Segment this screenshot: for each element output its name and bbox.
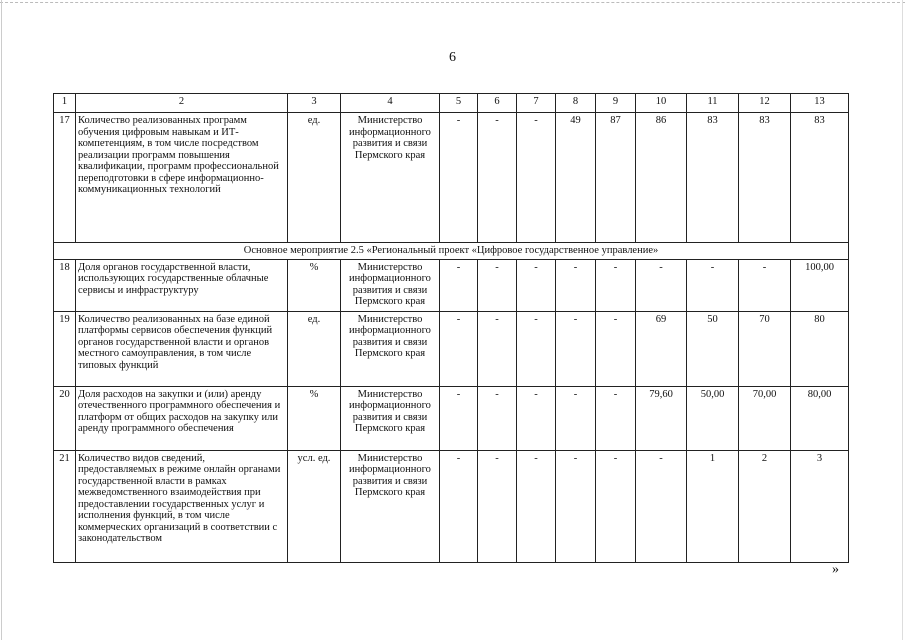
value-cell: 70,00	[739, 386, 791, 450]
value-cell: -	[478, 386, 517, 450]
responsible-org: Министерство информационного развития и связи Пермского края	[341, 311, 440, 386]
value-cell: -	[596, 386, 636, 450]
responsible-org: Министерство информационного развития и связи Пермского края	[341, 450, 440, 562]
scan-edge-top	[0, 2, 905, 3]
column-number: 2	[76, 94, 288, 113]
value-cell: -	[440, 259, 478, 311]
value-cell: -	[517, 259, 556, 311]
value-cell: 80,00	[791, 386, 849, 450]
indicator-name: Количество видов сведений, предоставляемых в режиме онлайн органами государственной власти в рамках межведомственного взаимодействия при предоставлении государственных услуг и исполнения функций, в том числе коммерческих организаций в соответствии с законодательством	[76, 450, 288, 562]
row-number: 20	[54, 386, 76, 450]
value-cell: 3	[791, 450, 849, 562]
value-cell: 50	[687, 311, 739, 386]
value-cell: -	[478, 311, 517, 386]
value-cell: 83	[687, 113, 739, 243]
section-title: Основное мероприятие 2.5 «Региональный проект «Цифровое государственное управление»	[54, 243, 849, 260]
table-row	[54, 311, 849, 386]
value-cell: 87	[596, 113, 636, 243]
row-number: 18	[54, 259, 76, 311]
unit: усл. ед.	[288, 450, 341, 562]
value-cell: 2	[739, 450, 791, 562]
column-number: 3	[288, 94, 341, 113]
value-cell: 49	[556, 113, 596, 243]
column-number: 7	[517, 94, 556, 113]
column-number: 10	[636, 94, 687, 113]
value-cell: -	[556, 259, 596, 311]
section-row	[54, 243, 849, 260]
value-cell: -	[636, 450, 687, 562]
unit: %	[288, 259, 341, 311]
unit: ед.	[288, 311, 341, 386]
unit: ед.	[288, 113, 341, 243]
value-cell: -	[556, 386, 596, 450]
column-number: 9	[596, 94, 636, 113]
column-number: 6	[478, 94, 517, 113]
column-number: 12	[739, 94, 791, 113]
row-number: 21	[54, 450, 76, 562]
value-cell: -	[517, 113, 556, 243]
indicator-name: Количество реализованных программ обучения цифровым навыкам и ИТ-компетенциям, в том числе посредством реализации программ повышения квалификации, программ профессиональной переподготовки в сфере информационно-коммуникационных технологий	[76, 113, 288, 243]
value-cell: -	[596, 311, 636, 386]
indicator-name: Доля органов государственной власти, использующих государственные облачные сервисы и инфраструктуру	[76, 259, 288, 311]
responsible-org: Министерство информационного развития и связи Пермского края	[341, 386, 440, 450]
value-cell: 70	[739, 311, 791, 386]
value-cell: 1	[687, 450, 739, 562]
value-cell: -	[440, 113, 478, 243]
indicators-table	[53, 93, 849, 563]
column-number: 8	[556, 94, 596, 113]
value-cell: -	[440, 386, 478, 450]
value-cell: 100,00	[791, 259, 849, 311]
value-cell: -	[636, 259, 687, 311]
value-cell: -	[440, 311, 478, 386]
value-cell: -	[517, 311, 556, 386]
value-cell: 50,00	[687, 386, 739, 450]
value-cell: 83	[791, 113, 849, 243]
value-cell: -	[556, 450, 596, 562]
value-cell: -	[517, 450, 556, 562]
value-cell: -	[517, 386, 556, 450]
indicator-name: Доля расходов на закупки и (или) аренду отечественного программного обеспечения и платформ от общих расходов на закупку или аренду программного обеспечения	[76, 386, 288, 450]
indicator-name: Количество реализованных на базе единой платформы сервисов обеспечения функций органов государственной власти и органов местного самоуправления, в том числе типовых функций	[76, 311, 288, 386]
responsible-org: Министерство информационного развития и связи Пермского края	[341, 259, 440, 311]
value-cell: 69	[636, 311, 687, 386]
table-row	[54, 259, 849, 311]
table-row	[54, 386, 849, 450]
value-cell: 79,60	[636, 386, 687, 450]
value-cell: -	[739, 259, 791, 311]
table-row	[54, 113, 849, 243]
scan-edge-left	[1, 0, 2, 640]
row-number: 19	[54, 311, 76, 386]
column-number: 1	[54, 94, 76, 113]
value-cell: 83	[739, 113, 791, 243]
scan-edge-right	[902, 0, 903, 640]
value-cell: -	[596, 450, 636, 562]
value-cell: -	[478, 259, 517, 311]
value-cell: -	[478, 450, 517, 562]
value-cell: 80	[791, 311, 849, 386]
responsible-org: Министерство информационного развития и связи Пермского края	[341, 113, 440, 243]
value-cell: -	[556, 311, 596, 386]
value-cell: -	[440, 450, 478, 562]
column-number: 4	[341, 94, 440, 113]
value-cell: -	[596, 259, 636, 311]
column-number: 5	[440, 94, 478, 113]
column-number-row	[54, 94, 849, 113]
value-cell: -	[478, 113, 517, 243]
table-row	[54, 450, 849, 562]
page-number: 6	[449, 50, 456, 65]
value-cell: 86	[636, 113, 687, 243]
unit: %	[288, 386, 341, 450]
column-number: 13	[791, 94, 849, 113]
continuation-mark: »	[832, 562, 839, 577]
column-number: 11	[687, 94, 739, 113]
row-number: 17	[54, 113, 76, 243]
value-cell: -	[687, 259, 739, 311]
